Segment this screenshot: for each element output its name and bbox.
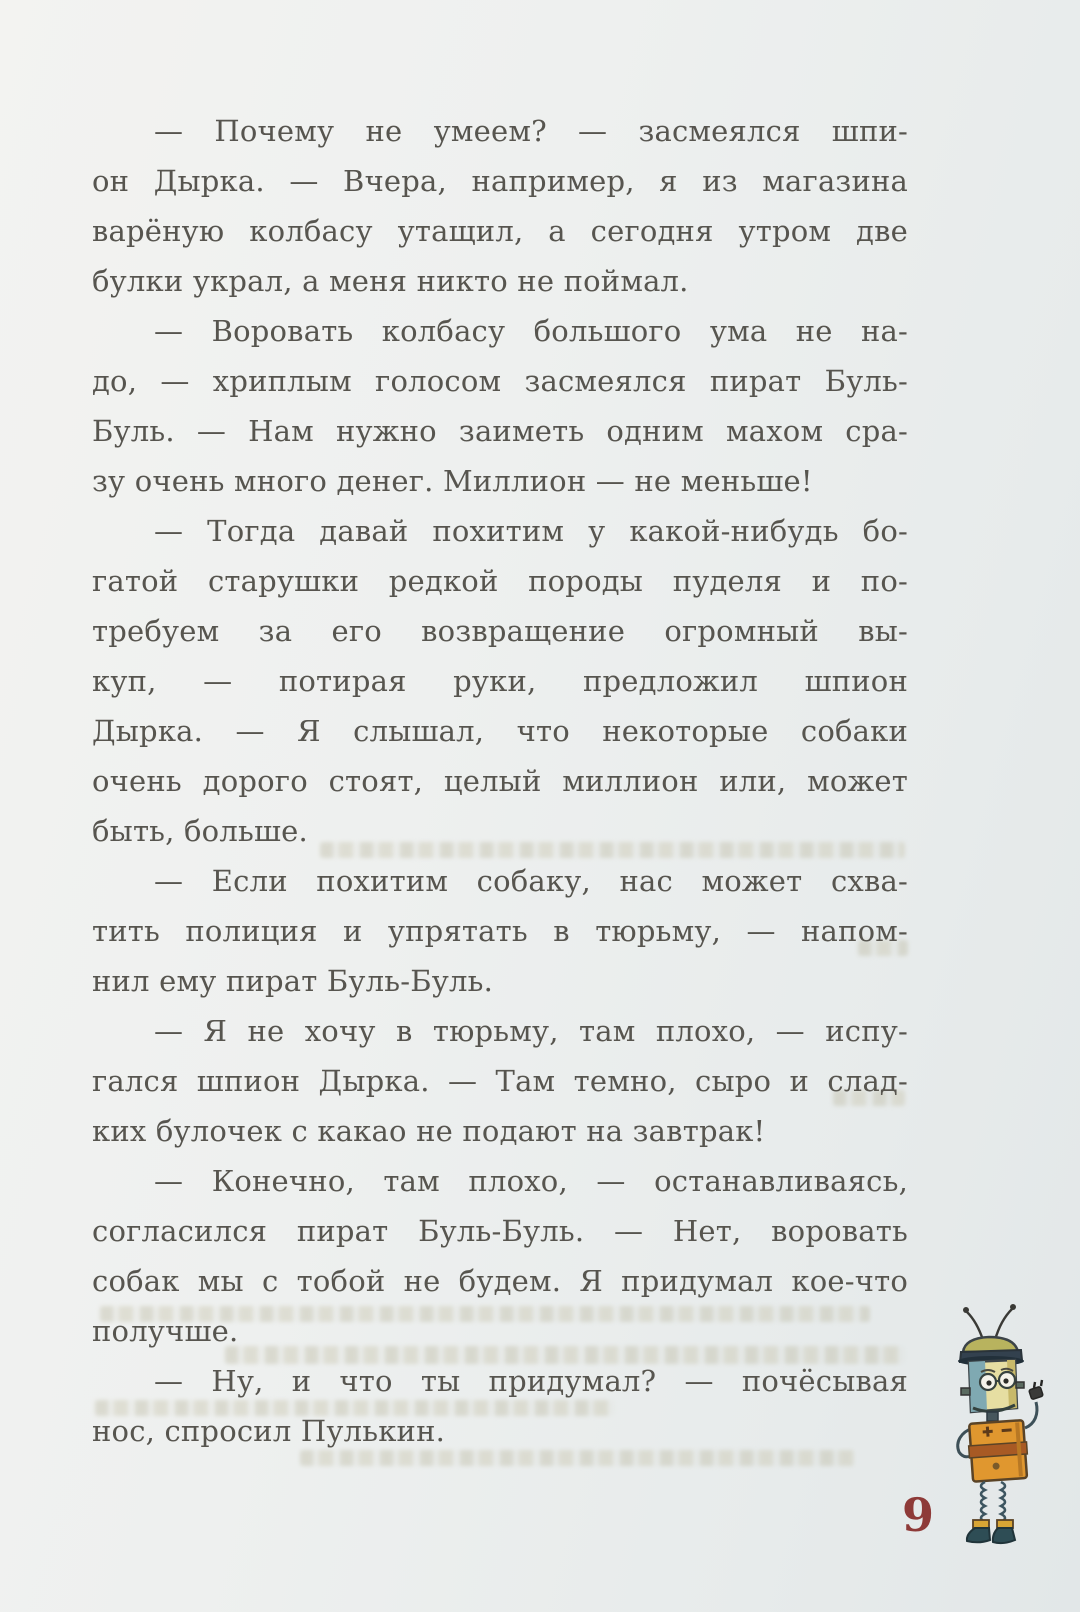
text-line: зу очень много денег. Миллион — не меньше! (92, 464, 813, 498)
text-line: — Если похитим собаку, нас может схва- (154, 864, 908, 898)
robot-antennae (963, 1304, 1016, 1340)
text-line: гался шпион Дырка. — Там темно, сыро и слад- (92, 1064, 908, 1098)
text-line: — Я не хочу в тюрьму, там плохо, — испу- (154, 1014, 908, 1048)
text-line: варёную колбасу утащил, а сегодня утром две (92, 214, 908, 248)
text-line: булки украл, а меня никто не поймал. (92, 264, 689, 298)
text-line: он Дырка. — Вчера, например, я из магазина (92, 164, 908, 198)
page-number: 9 (902, 1488, 935, 1542)
text-line: очень дорого стоят, целый миллион или, может (92, 764, 908, 798)
text-line: гатой старушки редкой породы пуделя и по- (92, 564, 908, 598)
text-line: — Конечно, там плохо, — останавливаясь, (154, 1164, 908, 1198)
text-line: — Воровать колбасу большого ума не на- (154, 314, 908, 348)
text-line: быть, больше. (92, 814, 308, 848)
text-line: ких булочек с какао не подают на завтрак! (92, 1114, 766, 1148)
robot-body (967, 1420, 1029, 1482)
robot-character-illustration (933, 1300, 1051, 1548)
text-line: — Почему не умеем? — засмеялся шпи- (154, 114, 908, 148)
robot-boots (967, 1520, 1015, 1543)
story-text (92, 106, 908, 1456)
text-line: собак мы с тобой не будем. Я придумал кое-что (92, 1264, 908, 1298)
text-line: нос, спросил Пулькин. (92, 1414, 446, 1448)
text-line: до, — хриплым голосом засмеялся пират Буль- (92, 364, 908, 398)
text-line: нил ему пират Буль-Буль. (92, 964, 494, 998)
text-line: тить полиция и упрятать в тюрьму, — напом- (92, 914, 908, 948)
robot-head (961, 1360, 1024, 1412)
text-line: Буль. — Нам нужно заиметь одним махом сра- (92, 414, 908, 448)
text-line: куп, — потирая руки, предложил шпион (92, 664, 908, 698)
text-line: требуем за его возвращение огромный вы- (92, 614, 908, 648)
text-line: согласился пират Буль-Буль. — Нет, воровать (92, 1214, 908, 1248)
robot-plug-hand (1029, 1380, 1044, 1400)
robot-neck (987, 1412, 998, 1421)
text-line: — Ну, и что ты придумал? — почёсывая (154, 1364, 908, 1398)
text-line: получше. (92, 1314, 239, 1348)
text-line: Дырка. — Я слышал, что некоторые собаки (92, 714, 908, 748)
text-line: — Тогда давай похитим у какой-нибудь бо- (154, 514, 908, 548)
